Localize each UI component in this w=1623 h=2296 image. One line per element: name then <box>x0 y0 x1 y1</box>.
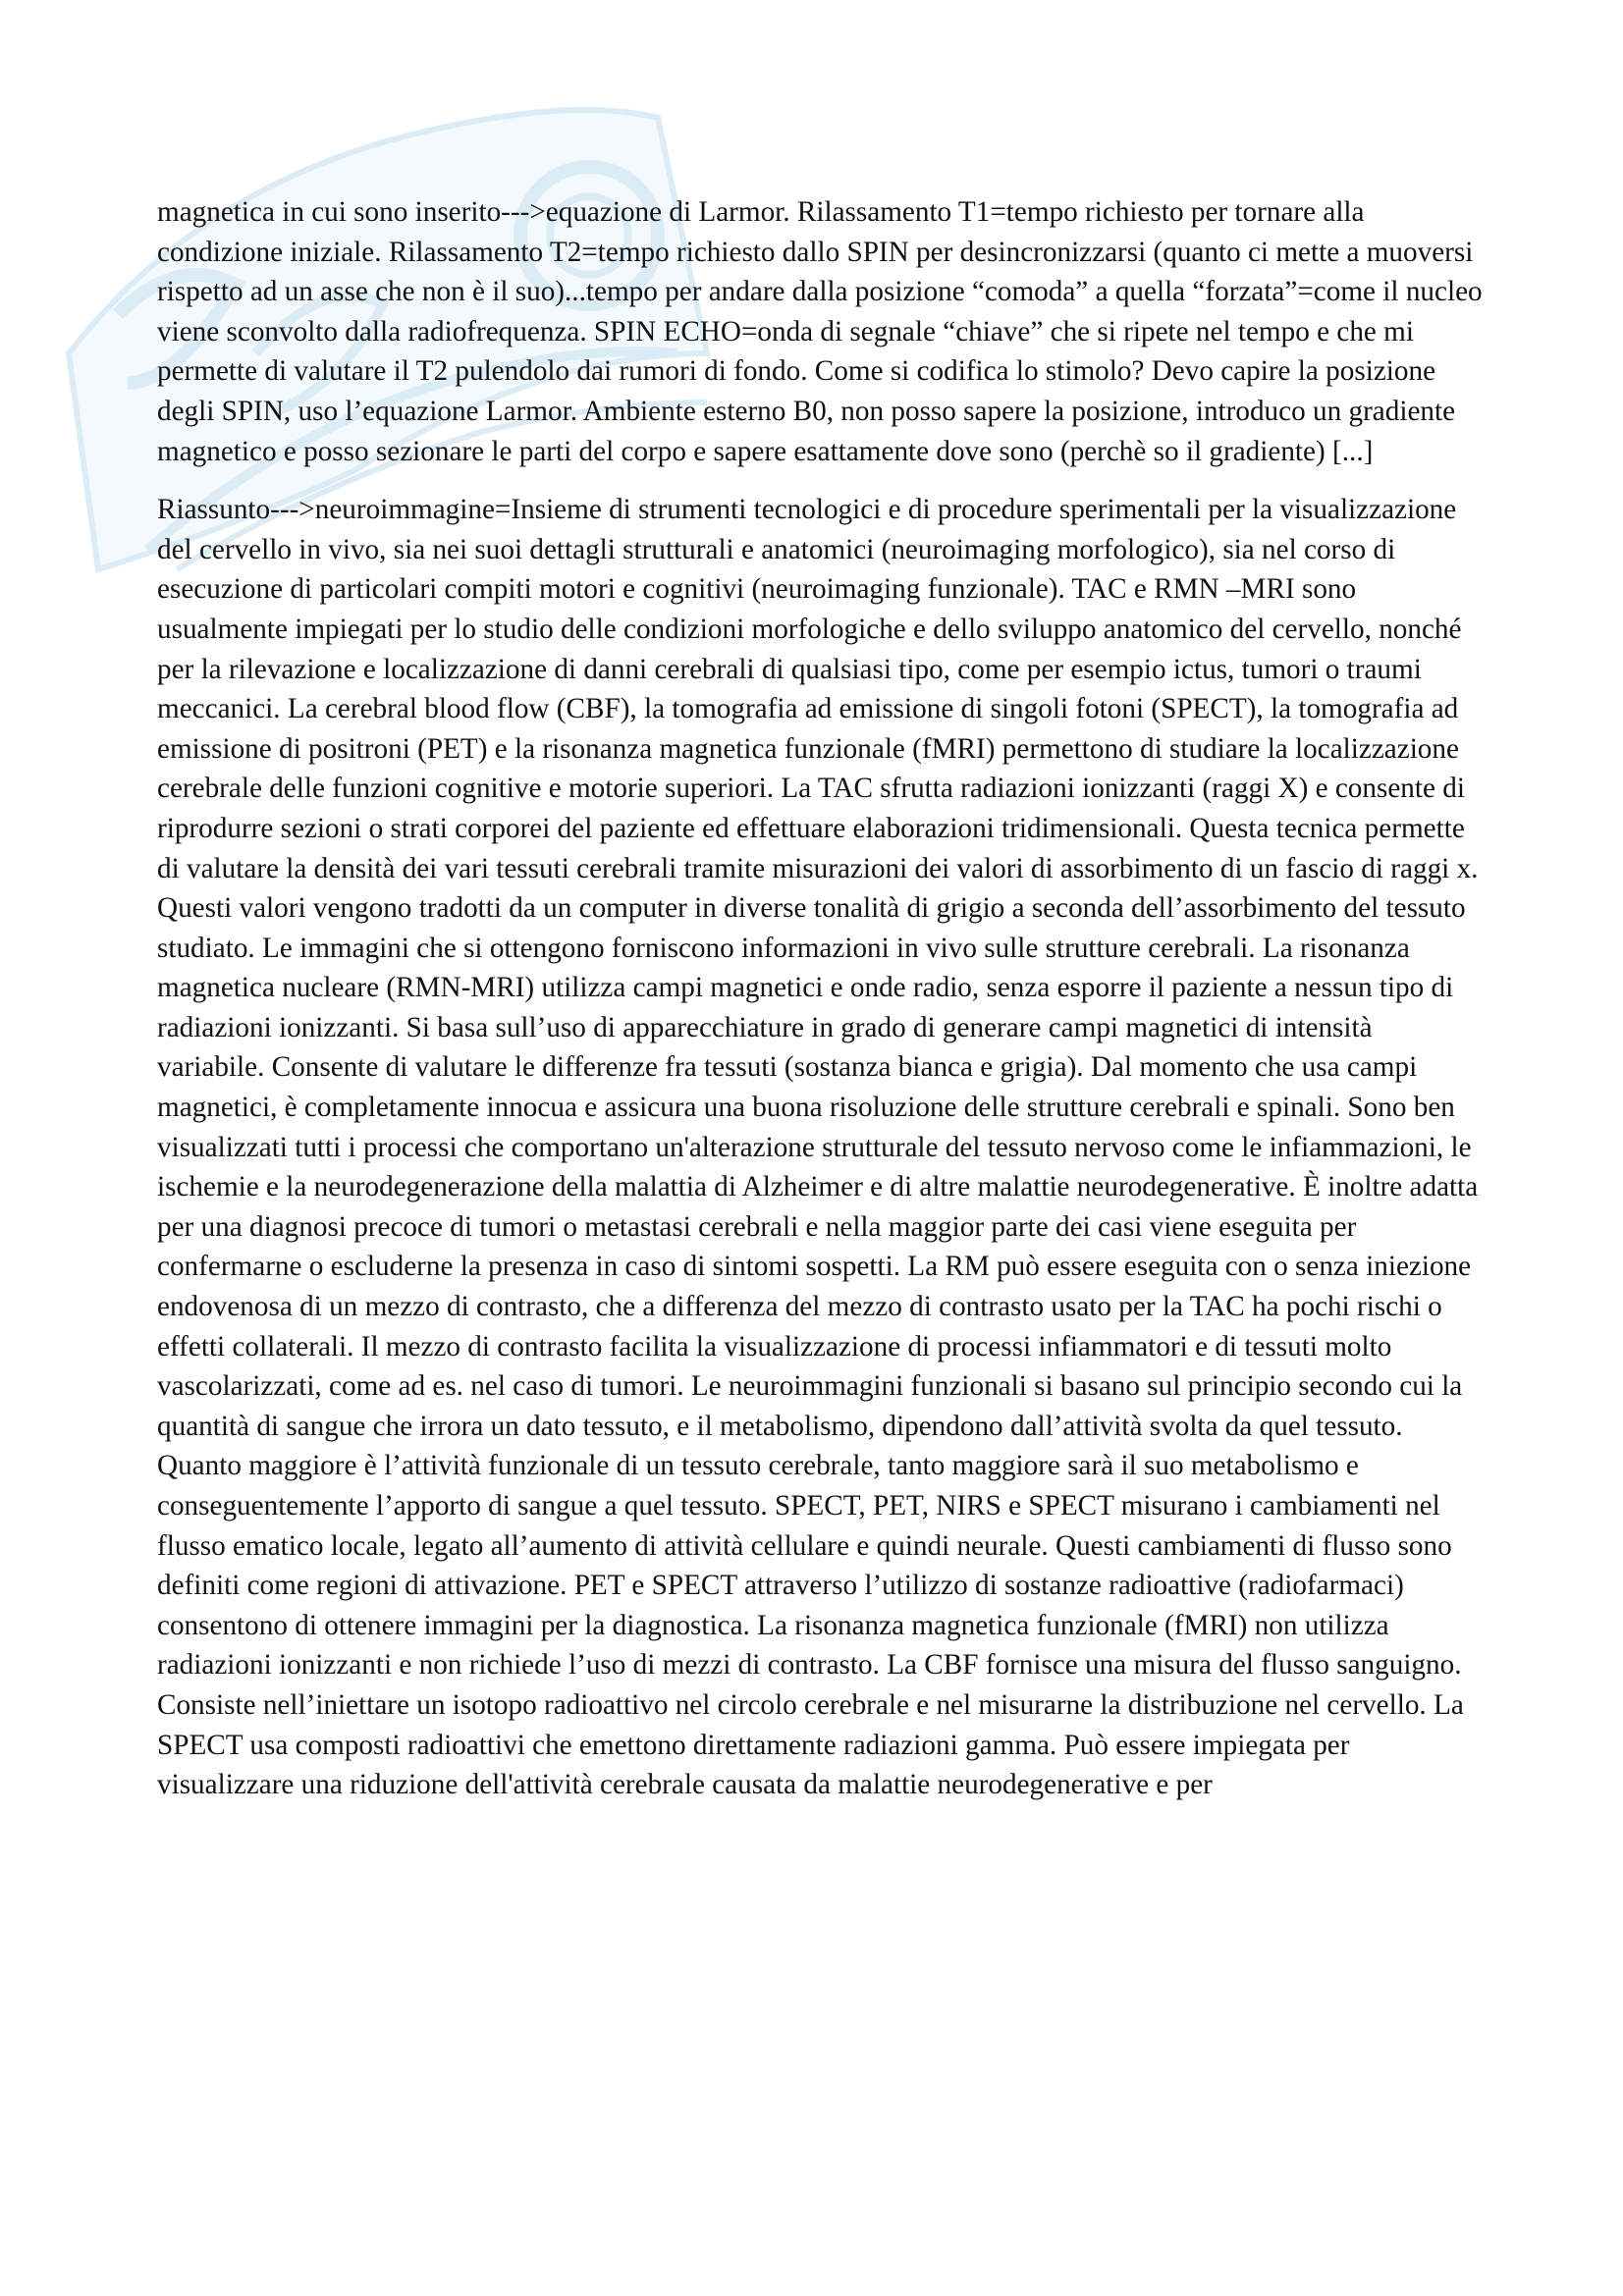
paragraph-larmor-spin-echo: magnetica in cui sono inserito--->equazione di Larmor. Rilassamento T1=tempo richiesto per tornare alla condizione iniziale. Rilassamento T2=tempo richiesto dallo SPIN per desincronizzarsi (quanto ci mette a muoversi rispetto ad un asse che non è il suo)...tempo per andare dalla posizione “comoda” a quella “forzata”=come il nucleo viene sconvolto dalla radiofrequenza. SPIN ECHO=onda di segnale “chiave” che si ripete nel tempo e che mi permette di valutare il T2 pulendolo dai rumori di fondo. Come si codifica lo stimolo? Devo capire la posizione degli SPIN, uso l’equazione Larmor. Ambiente esterno B0, non posso sapere la posizione, introduco un gradiente magnetico e posso sezionare le parti del corpo e sapere esattamente dove sono (perchè so il gradiente) [...] <box>157 196 1483 467</box>
document-body <box>157 192 1483 1805</box>
paragraph-neuroimmagine-summary: Riassunto--->neuroimmagine=Insieme di strumenti tecnologici e di procedure sperimentali per la visualizzazione del cervello in vivo, sia nei suoi dettagli strutturali e anatomici (neuroimaging morfologico), sia nel corso di esecuzione di particolari compiti motori e cognitivi (neuroimaging funzionale). TAC e RMN –MRI sono usualmente impiegati per lo studio delle condizioni morfologiche e dello sviluppo anatomico del cervello, nonché per la rilevazione e localizzazione di danni cerebrali di qualsiasi tipo, come per esempio ictus, tumori o traumi meccanici. La cerebral blood flow (CBF), la tomografia ad emissione di singoli fotoni (SPECT), la tomografia ad emissione di positroni (PET) e la risonanza magnetica funzionale (fMRI) permettono di studiare la localizzazione cerebrale delle funzioni cognitive e motorie superiori. La TAC sfrutta radiazioni ionizzanti (raggi X) e consente di riprodurre sezioni o strati corporei del paziente ed effettuare elaborazioni tridimensionali. Questa tecnica permette di valutare la densità dei vari tessuti cerebrali tramite misurazioni dei valori di assorbimento di un fascio di raggi x. Questi valori vengono tradotti da un computer in diverse tonalità di grigio a seconda dell’assorbimento del tessuto studiato. Le immagini che si ottengono forniscono informazioni in vivo sulle strutture cerebrali. La risonanza magnetica nucleare (RMN-MRI) utilizza campi magnetici e onde radio, senza esporre il paziente a nessun tipo di radiazioni ionizzanti. Si basa sull’uso di apparecchiature in grado di generare campi magnetici di intensità variabile. Consente di valutare le differenze fra tessuti (sostanza bianca e grigia). Dal momento che usa campi magnetici, è completamente innocua e assicura una buona risoluzione delle strutture cerebrali e spinali. Sono ben visualizzati tutti i processi che comportano un'alterazione strutturale del tessuto nervoso come le infiammazioni, le ischemie e la neurodegenerazione della malattia di Alzheimer e di altre malattie neurodegenerative. È inoltre adatta per una diagnosi precoce di tumori o metastasi cerebrali e nella maggior parte dei casi viene eseguita per confermarne o escluderne la presenza in caso di sintomi sospetti. La RM può essere eseguita con o senza iniezione endovenosa di un mezzo di contrasto, che a differenza del mezzo di contrasto usato per la TAC ha pochi rischi o effetti collaterali. Il mezzo di contrasto facilita la visualizzazione di processi infiammatori e di tessuti molto vascolarizzati, come ad es. nel caso di tumori. Le neuroimmagini funzionali si basano sul principio secondo cui la quantità di sangue che irrora un dato tessuto, e il metabolismo, dipendono dall’attività svolta da quel tessuto. Quanto maggiore è l’attività funzionale di un tessuto cerebrale, tanto maggiore sarà il suo metabolismo e conseguentemente l’apporto di sangue a quel tessuto. SPECT, PET, NIRS e SPECT misurano i cambiamenti nel flusso ematico locale, legato all’aumento di attività cellulare e quindi neurale. Questi cambiamenti di flusso sono definiti come regioni di attivazione. PET e SPECT attraverso l’utilizzo di sostanze radioattive (radiofarmaci) consentono di ottenere immagini per la diagnostica. La risonanza magnetica funzionale (fMRI) non utilizza radiazioni ionizzanti e non richiede l’uso di mezzi di contrasto. La CBF fornisce una misura del flusso sanguigno. Consiste nell’iniettare un isotopo radioattivo nel circolo cerebrale e nel misurarne la distribuzione nel cervello. La SPECT usa composti radioattivi che emettono direttamente radiazioni gamma. Può essere impiegata per visualizzare una riduzione dell'attività cerebrale causata da malattie neurodegenerative e per <box>157 494 1479 1801</box>
